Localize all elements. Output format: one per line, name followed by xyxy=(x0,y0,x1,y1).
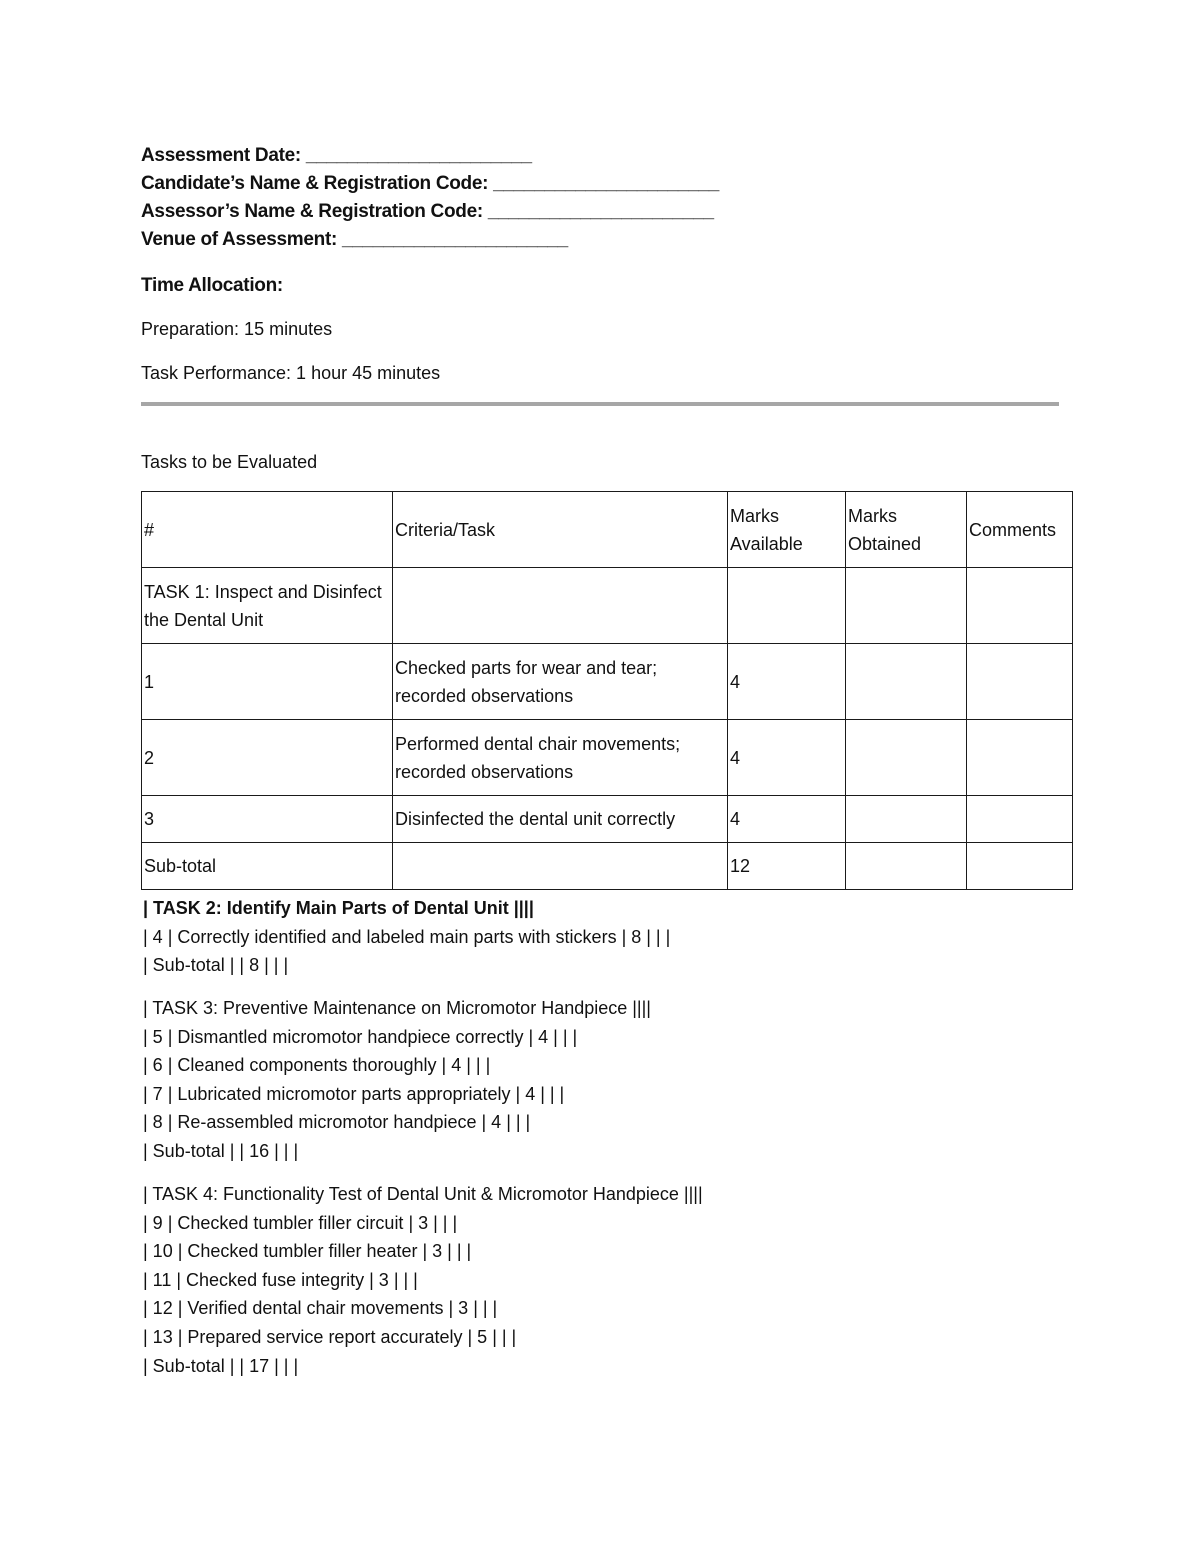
task3-line: | 7 | Lubricated micromotor parts appropriately | 4 | | | xyxy=(143,1083,565,1104)
task4-line: | 9 | Checked tumbler filler circuit | 3 | | | xyxy=(143,1212,458,1233)
table-cell: 1 xyxy=(142,644,393,720)
column-header-comments: Comments xyxy=(967,492,1073,568)
table-row xyxy=(142,568,1073,644)
table-cell xyxy=(846,843,967,890)
table-cell: Checked parts for wear and tear; recorded observations xyxy=(393,644,728,720)
task4-line: | Sub-total | | 17 | | | xyxy=(143,1355,299,1376)
assessment-header xyxy=(141,142,1081,254)
table-cell: 4 xyxy=(728,796,846,843)
candidate-name-field: Candidate’s Name & Registration Code: ______________________ xyxy=(141,173,719,194)
task3-section xyxy=(143,994,651,1166)
venue-field: Venue of Assessment: ______________________ xyxy=(141,229,568,250)
table-cell xyxy=(967,796,1073,843)
table-cell xyxy=(967,644,1073,720)
table-cell: TASK 1: Inspect and Disinfect the Dental Unit xyxy=(142,568,393,644)
task2-heading: | TASK 2: Identify Main Parts of Dental Unit |||| xyxy=(143,898,534,918)
task4-line: | 10 | Checked tumbler filler heater | 3 | | | xyxy=(143,1241,472,1262)
column-header-marks-obtained: Marks Obtained xyxy=(846,492,967,568)
table-cell: 12 xyxy=(728,843,846,890)
table-cell: Disinfected the dental unit correctly xyxy=(393,796,728,843)
task-performance-time: Task Performance: 1 hour 45 minutes xyxy=(141,363,441,383)
horizontal-divider xyxy=(141,402,1059,406)
task4-line: | 12 | Verified dental chair movements | 3 | | | xyxy=(143,1298,498,1319)
table-cell: 3 xyxy=(142,796,393,843)
table-cell xyxy=(846,568,967,644)
task3-line: | 6 | Cleaned components thoroughly | 4 | | | xyxy=(143,1055,491,1076)
task2-section xyxy=(143,894,670,980)
assessor-name-field: Assessor’s Name & Registration Code: ______________________ xyxy=(141,201,714,222)
table-cell: Performed dental chair movements; recorded observations xyxy=(393,720,728,796)
table-row xyxy=(142,644,1073,720)
table-cell xyxy=(846,644,967,720)
task2-line: | 4 | Correctly identified and labeled main parts with stickers | 8 | | | xyxy=(143,926,671,947)
table-cell xyxy=(846,720,967,796)
table-cell: Sub-total xyxy=(142,843,393,890)
evaluation-table xyxy=(141,491,1073,890)
table-cell: 4 xyxy=(728,720,846,796)
task3-heading: | TASK 3: Preventive Maintenance on Micromotor Handpiece |||| xyxy=(143,998,651,1018)
table-cell xyxy=(846,796,967,843)
table-cell: 2 xyxy=(142,720,393,796)
tasks-heading: Tasks to be Evaluated xyxy=(141,452,318,472)
task4-heading: | TASK 4: Functionality Test of Dental Unit & Micromotor Handpiece |||| xyxy=(143,1184,703,1204)
table-cell xyxy=(728,568,846,644)
table-header-row xyxy=(142,492,1073,568)
column-header-criteria: Criteria/Task xyxy=(393,492,728,568)
table-row xyxy=(142,843,1073,890)
task4-line: | 13 | Prepared service report accurately | 5 | | | xyxy=(143,1326,517,1347)
task4-line: | 11 | Checked fuse integrity | 3 | | | xyxy=(143,1269,418,1290)
task2-line: | Sub-total | | 8 | | | xyxy=(143,955,289,976)
table-row xyxy=(142,796,1073,843)
task3-line: | Sub-total | | 16 | | | xyxy=(143,1140,299,1161)
table-cell xyxy=(967,720,1073,796)
task3-line: | 5 | Dismantled micromotor handpiece correctly | 4 | | | xyxy=(143,1026,578,1047)
table-cell xyxy=(393,568,728,644)
table-cell xyxy=(393,843,728,890)
table-cell xyxy=(967,843,1073,890)
column-header-number: # xyxy=(142,492,393,568)
preparation-time: Preparation: 15 minutes xyxy=(141,319,333,339)
table-row xyxy=(142,720,1073,796)
assessment-date-field: Assessment Date: ______________________ xyxy=(141,145,532,166)
table-cell: 4 xyxy=(728,644,846,720)
table-cell xyxy=(967,568,1073,644)
column-header-marks-available: Marks Available xyxy=(728,492,846,568)
task4-section xyxy=(143,1180,703,1380)
task3-line: | 8 | Re-assembled micromotor handpiece | 4 | | | xyxy=(143,1112,531,1133)
time-allocation-title: Time Allocation: xyxy=(141,275,283,296)
